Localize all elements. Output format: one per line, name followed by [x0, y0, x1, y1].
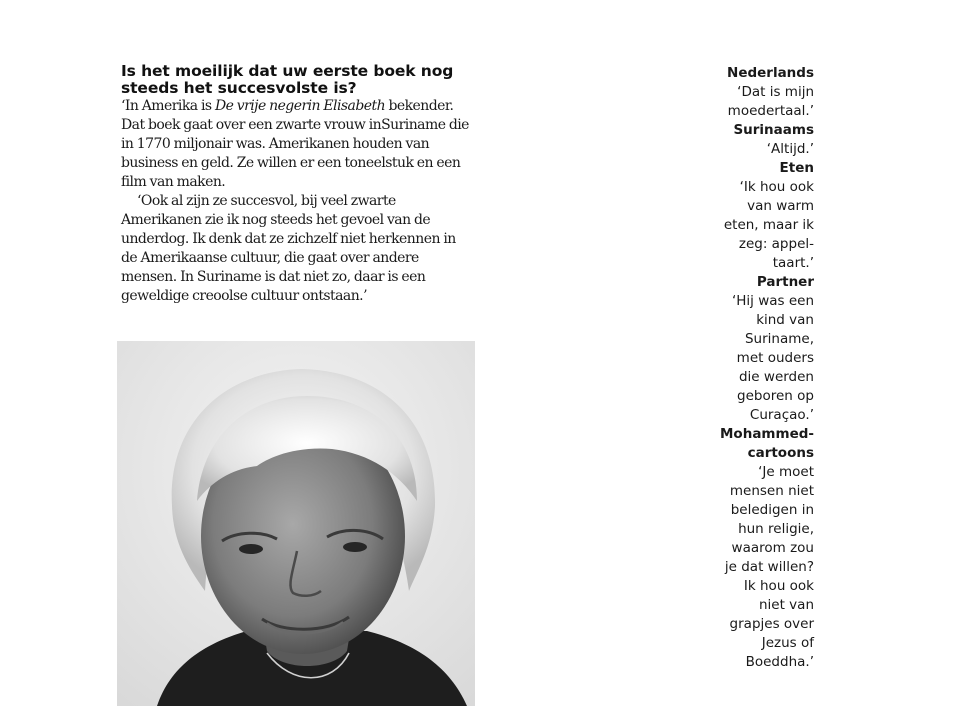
sidebar-heading: Nederlands: [727, 65, 814, 81]
answer-paragraph-1-end: bekender. Dat boek gaat over een zwarte vrouw inSuriname die in 1770 miljonair was. Amerikanen houden van business en geld. Ze willen er een toneelstuk en een film van maken.: [121, 98, 469, 190]
sidebar-entry: [700, 159, 814, 273]
answer-paragraph-2: ‘Ook al zijn ze succesvol, bij veel zwarte Amerikanen zie ik nog steeds het gevoel van de underdog. Ik denk dat ze zichzelf niet herkennen in de Amerikaanse cultuur, die gaat over andere mensen. In Suriname is dat niet zo, daar is een geweldige creoolse cultuur ontstaan.’: [121, 193, 456, 304]
sidebar-quote: ‘Dat is mijn moedertaal.’: [727, 84, 814, 119]
interview-question: Is het moeilijk dat uw eerste boek nog steeds het succesvolste is?: [121, 62, 454, 97]
sidebar-quote: ‘Je moet mensen niet beledigen in hun religie, waarom zou je dat willen? Ik hou ook niet van grapjes over Jezus of Boeddha.’: [724, 464, 814, 670]
book-title: De vrije negerin Elisabeth: [214, 98, 386, 114]
sidebar-entry: [700, 121, 814, 159]
answer-paragraph-1-start: ‘In Amerika is: [121, 98, 215, 114]
sidebar-heading: Surinaams: [733, 122, 814, 138]
sidebar-quote: ‘Hij was een kind van Suriname, met ouders die werden geboren op Curaçao.’: [731, 293, 814, 423]
sidebar-entry: [700, 64, 814, 121]
sidebar-entry: [700, 273, 814, 425]
answer-paragraph-1: [121, 97, 471, 192]
portrait-photo: [117, 341, 475, 706]
sidebar-quote: ‘Altijd.’: [766, 141, 814, 157]
sidebar-quotes: [700, 64, 814, 672]
sidebar-heading: Eten: [779, 160, 814, 176]
sidebar-quote: ‘Ik hou ook van warm eten, maar ik zeg: appel- taart.’: [723, 179, 814, 271]
sidebar-heading: Partner: [756, 274, 814, 290]
sidebar-heading: Mohammed- cartoons: [720, 426, 814, 461]
sidebar-entry: [700, 425, 814, 672]
article-column: [121, 63, 471, 306]
